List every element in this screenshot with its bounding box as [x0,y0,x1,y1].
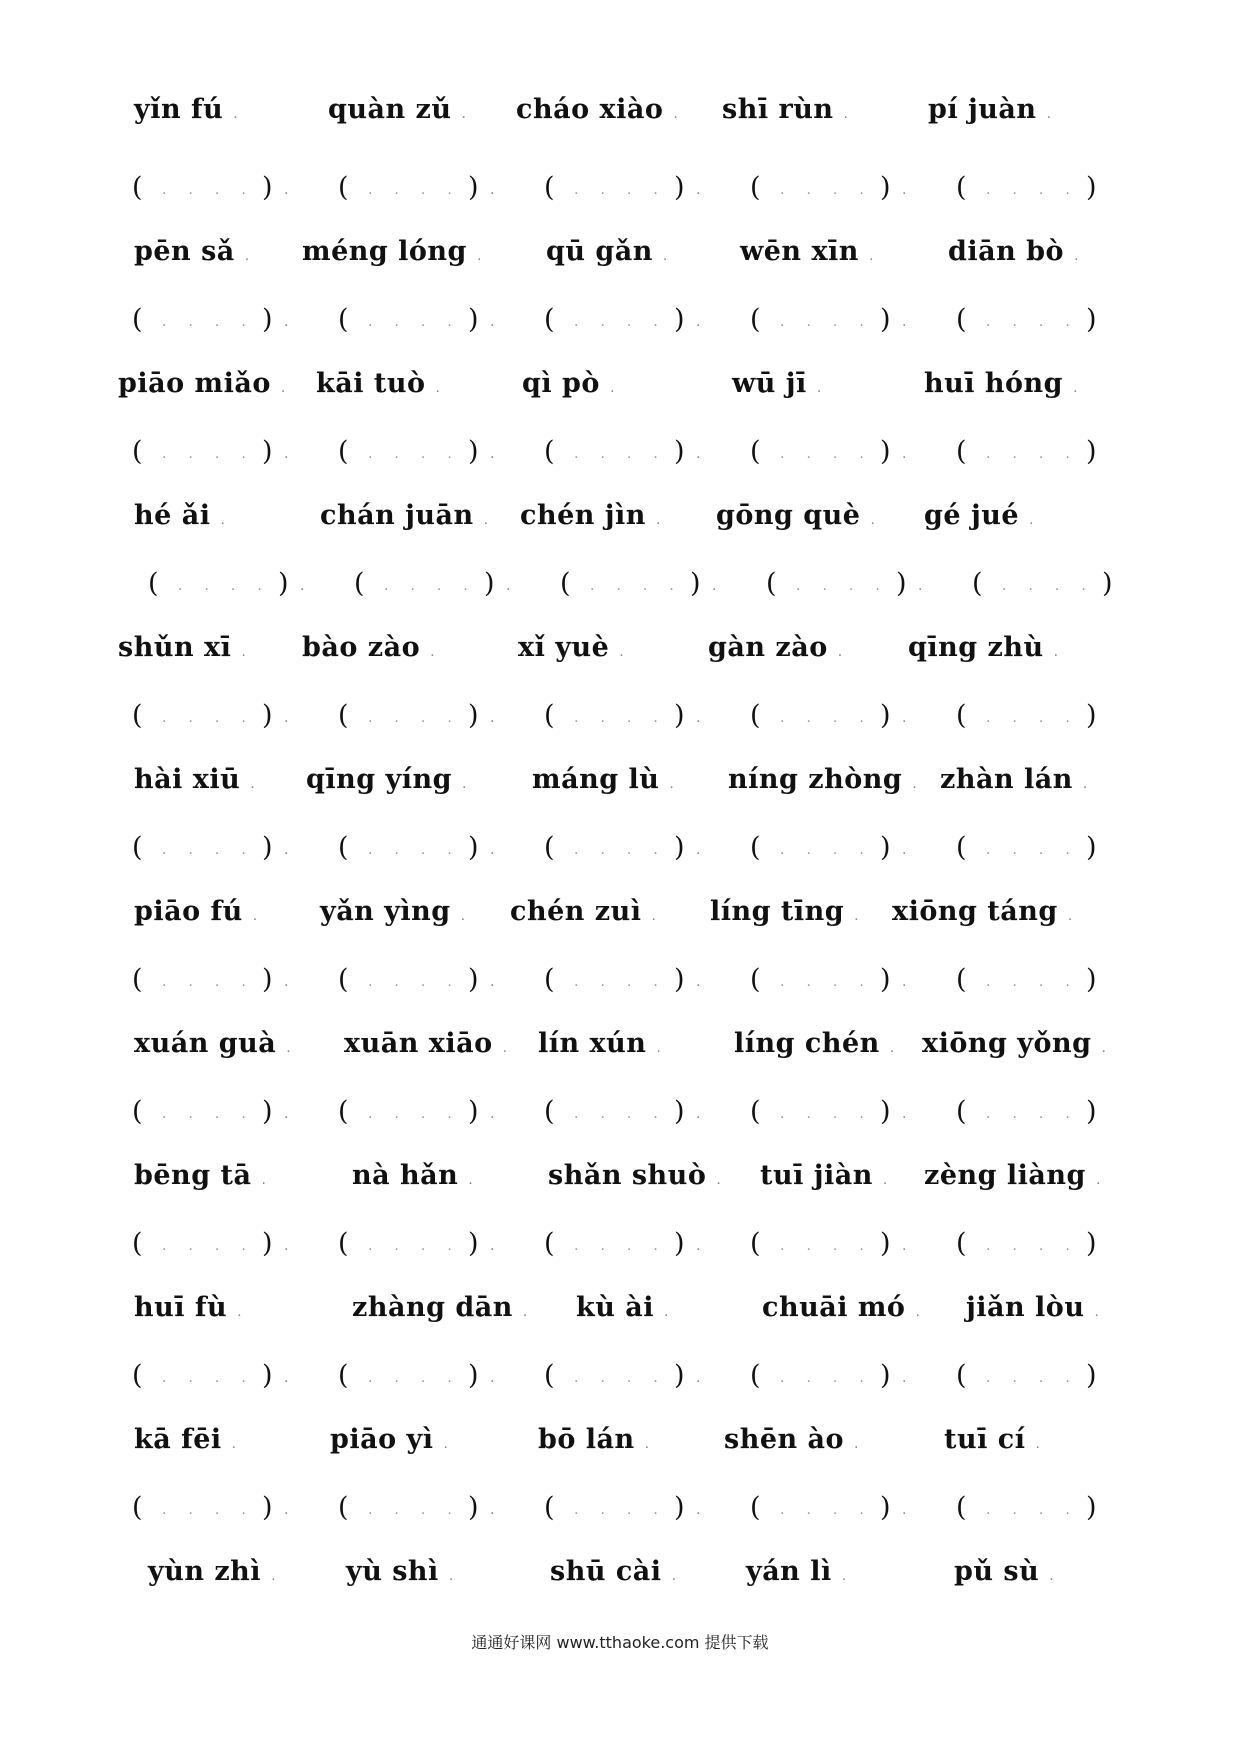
pinyin-word: nà hǎn . [352,1156,473,1200]
pinyin-word: yán lì . [746,1552,847,1596]
answer-blank[interactable]: ( .... ) . [750,700,907,731]
answer-row [0,1224,1240,1264]
pinyin-word: piāo miǎo . [118,364,286,408]
pinyin-word: qū gǎn . [546,232,668,276]
answer-blank[interactable]: ( .... ) . [338,172,495,203]
answer-blank[interactable]: ( .... ) . [544,832,701,863]
answer-blank[interactable]: ( .... ) [972,568,1113,599]
pinyin-word: chuāi mó . [762,1288,920,1332]
answer-blank[interactable]: ( .... ) . [132,964,289,995]
answer-row [0,432,1240,472]
pinyin-word: yùn zhì . [148,1552,276,1596]
answer-blank[interactable]: ( .... ) . [148,568,305,599]
answer-row [0,564,1240,604]
answer-blank[interactable]: ( .... ) [956,1492,1097,1523]
answer-blank[interactable]: ( .... ) . [560,568,717,599]
answer-blank[interactable]: ( .... ) . [338,1492,495,1523]
answer-blank[interactable]: ( .... ) . [544,1492,701,1523]
pinyin-word: huī hóng . [924,364,1078,408]
answer-blank[interactable]: ( .... ) . [132,1228,289,1259]
answer-blank[interactable]: ( .... ) . [338,1096,495,1127]
answer-blank[interactable]: ( .... ) . [750,1228,907,1259]
pinyin-word: shǔn xī . [118,628,246,672]
pinyin-word: pēn sǎ . [134,232,250,276]
answer-row [0,1488,1240,1528]
pinyin-word: pǔ sù . [954,1552,1054,1596]
pinyin-word: shēn ào . [724,1420,859,1464]
answer-blank[interactable]: ( .... ) . [544,172,701,203]
answer-row [0,1092,1240,1132]
answer-row [0,300,1240,340]
answer-blank[interactable]: ( .... ) . [750,172,907,203]
pinyin-word: gàn zào . [708,628,843,672]
pinyin-word: xuán guà . [134,1024,291,1068]
pinyin-word: wū jī . [732,364,822,408]
pinyin-row [0,232,1240,272]
answer-blank[interactable]: ( .... ) . [338,832,495,863]
pinyin-word: bào zào . [302,628,435,672]
pinyin-word: chén zuì . [510,892,656,936]
pinyin-word: diān bò . [948,232,1079,276]
answer-blank[interactable]: ( .... ) . [750,964,907,995]
answer-blank[interactable]: ( .... ) . [338,1228,495,1259]
answer-blank[interactable]: ( .... ) [956,172,1097,203]
answer-blank[interactable]: ( .... ) . [750,1096,907,1127]
answer-blank[interactable]: ( .... ) [956,1360,1097,1391]
pinyin-word: líng tīng . [710,892,859,936]
pinyin-word: líng chén . [734,1024,895,1068]
answer-blank[interactable]: ( .... ) . [544,304,701,335]
pinyin-word: jiǎn lòu . [966,1288,1099,1332]
pinyin-word: hé ǎi . [134,496,225,540]
pinyin-word: huī fù . [134,1288,242,1332]
pinyin-word: qīng zhù . [908,628,1059,672]
answer-blank[interactable]: ( .... ) [956,700,1097,731]
answer-blank[interactable]: ( .... ) [956,832,1097,863]
answer-blank[interactable]: ( .... ) . [132,304,289,335]
pinyin-word: tuī jiàn . [760,1156,888,1200]
answer-blank[interactable]: ( .... ) . [544,436,701,467]
pinyin-word: qì pò . [522,364,615,408]
pinyin-word: chén jìn . [520,496,661,540]
pinyin-word: zhàng dān . [352,1288,528,1332]
answer-row [0,960,1240,1000]
pinyin-word: yǐn fú . [134,90,238,134]
pinyin-word: qīng yíng . [306,760,467,804]
pinyin-word: shū cài . [550,1552,677,1596]
pinyin-row [0,90,1240,130]
pinyin-row [0,628,1240,668]
pinyin-row [0,496,1240,536]
answer-blank[interactable]: ( .... ) . [750,1360,907,1391]
answer-row [0,168,1240,208]
pinyin-word: xiōng yǒng . [922,1024,1106,1068]
pinyin-row [0,1156,1240,1196]
answer-blank[interactable]: ( .... ) . [132,832,289,863]
answer-blank[interactable]: ( .... ) [956,964,1097,995]
answer-blank[interactable]: ( .... ) . [544,1360,701,1391]
answer-blank[interactable]: ( .... ) . [544,700,701,731]
pinyin-word: zèng liàng . [924,1156,1101,1200]
pinyin-word: gé jué . [924,496,1034,540]
answer-blank[interactable]: ( .... ) . [338,964,495,995]
pinyin-word: cháo xiào . [516,90,678,134]
pinyin-word: piāo fú . [134,892,258,936]
pinyin-row [0,364,1240,404]
answer-blank[interactable]: ( .... ) . [354,568,511,599]
pinyin-word: chán juān . [320,496,489,540]
answer-blank[interactable]: ( .... ) . [132,1360,289,1391]
pinyin-word: pí juàn . [928,90,1052,134]
answer-blank[interactable]: ( .... ) [956,304,1097,335]
pinyin-word: yù shì . [346,1552,454,1596]
pinyin-word: máng lù . [532,760,674,804]
answer-blank[interactable]: ( .... ) . [132,1096,289,1127]
pinyin-word: wēn xīn . [740,232,874,276]
answer-row [0,1356,1240,1396]
answer-blank[interactable]: ( .... ) [956,1228,1097,1259]
answer-blank[interactable]: ( .... ) [956,436,1097,467]
pinyin-word: hài xiū . [134,760,255,804]
pinyin-word: quàn zǔ . [328,90,466,134]
pinyin-word: piāo yì . [330,1420,448,1464]
answer-blank[interactable]: ( .... ) . [750,436,907,467]
answer-blank[interactable]: ( .... ) . [750,832,907,863]
answer-blank[interactable]: ( .... ) . [338,700,495,731]
answer-blank[interactable]: ( .... ) . [132,1492,289,1523]
answer-blank[interactable]: ( .... ) . [544,964,701,995]
pinyin-word: xiōng táng . [892,892,1073,936]
answer-blank[interactable]: ( .... ) [956,1096,1097,1127]
answer-blank[interactable]: ( .... ) . [766,568,923,599]
pinyin-word: níng zhòng . [728,760,917,804]
pinyin-word: bēng tā . [134,1156,266,1200]
answer-blank[interactable]: ( .... ) . [750,304,907,335]
answer-blank[interactable]: ( .... ) . [132,436,289,467]
pinyin-word: tuī cí . [944,1420,1040,1464]
pinyin-word: shǎn shuò . [548,1156,721,1200]
pinyin-word: yǎn yìng . [320,892,466,936]
pinyin-row [0,892,1240,932]
answer-blank[interactable]: ( .... ) . [338,1360,495,1391]
answer-blank[interactable]: ( .... ) . [132,172,289,203]
pinyin-word: xuān xiāo . [344,1024,508,1068]
pinyin-word: zhàn lán . [940,760,1088,804]
pinyin-word: gōng què . [716,496,875,540]
answer-row [0,828,1240,868]
pinyin-word: kù ài . [576,1288,669,1332]
answer-blank[interactable]: ( .... ) . [132,700,289,731]
pinyin-row [0,1288,1240,1328]
answer-row [0,696,1240,736]
answer-blank[interactable]: ( .... ) . [338,304,495,335]
pinyin-word: kāi tuò . [316,364,440,408]
pinyin-row [0,1024,1240,1064]
footer-credit: 通通好课网 www.tthaoke.com 提供下载 [471,1633,769,1652]
pinyin-word: bō lán . [538,1420,650,1464]
answer-blank[interactable]: ( .... ) . [544,1228,701,1259]
pinyin-word: xǐ yuè . [518,628,624,672]
answer-blank[interactable]: ( .... ) . [750,1492,907,1523]
pinyin-row [0,760,1240,800]
pinyin-row [0,1552,1240,1592]
answer-blank[interactable]: ( .... ) . [544,1096,701,1127]
pinyin-word: lín xún . [538,1024,661,1068]
pinyin-word: shī rùn . [722,90,848,134]
pinyin-word: kā fēi . [134,1420,237,1464]
answer-blank[interactable]: ( .... ) . [338,436,495,467]
pinyin-word: méng lóng . [302,232,482,276]
pinyin-row [0,1420,1240,1460]
